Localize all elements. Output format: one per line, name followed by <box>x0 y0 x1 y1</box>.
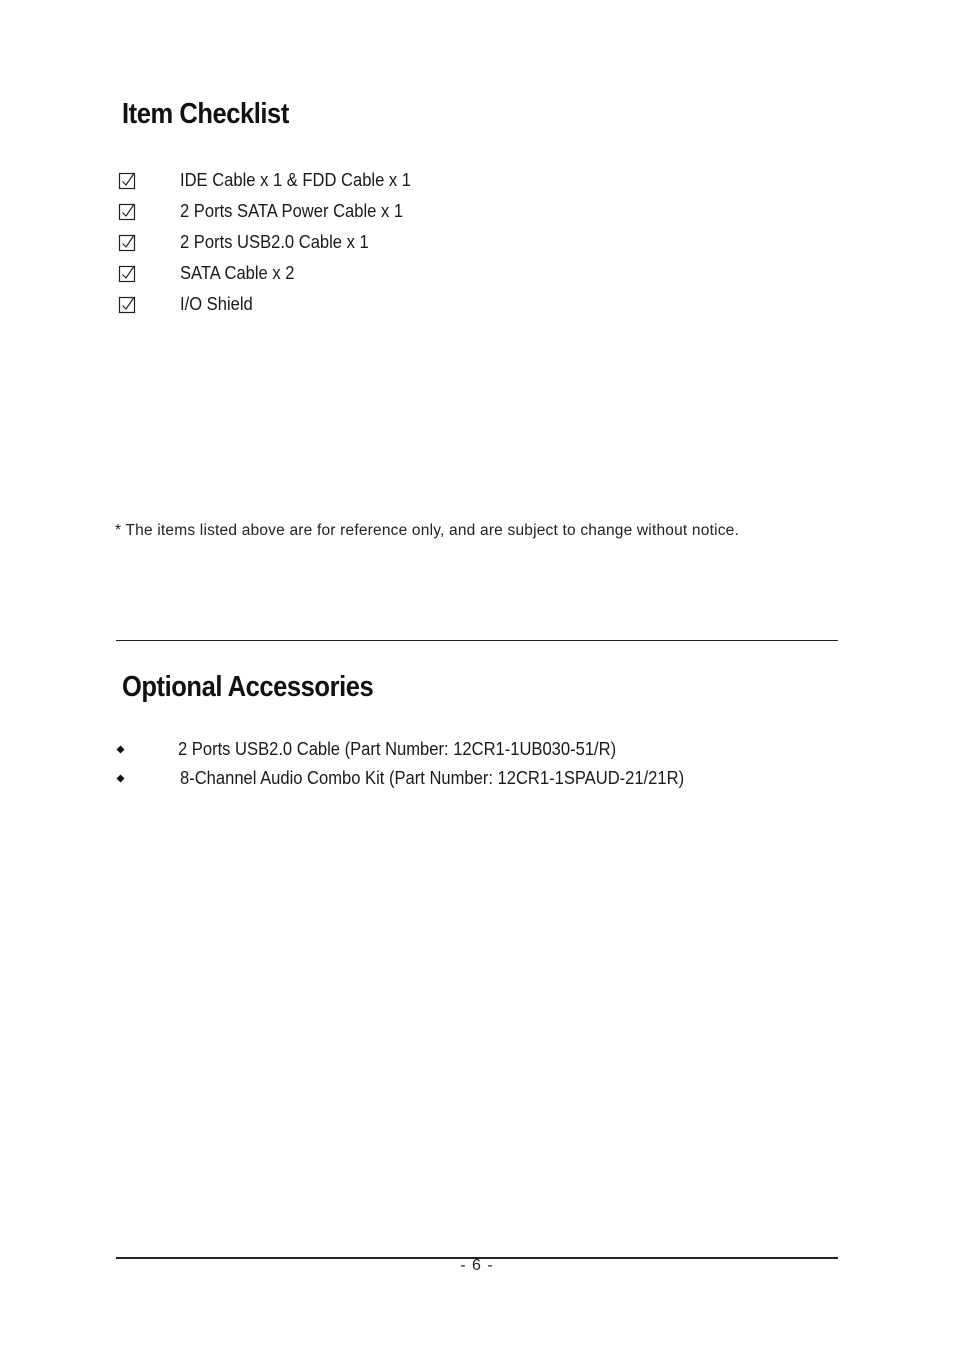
checklist-item <box>118 196 404 227</box>
checked-box-icon <box>118 265 136 283</box>
accessory-label: 8-Channel Audio Combo Kit (Part Number: 12CR1-1SPAUD-21/21R) <box>180 768 685 788</box>
checklist-item <box>118 258 295 289</box>
checklist-item-label: SATA Cable x 2 <box>180 263 295 283</box>
section-title-optional-accessories: Optional Accessories <box>122 671 374 703</box>
list-item <box>116 735 617 764</box>
diamond-bullet-icon <box>116 774 125 783</box>
checklist-item <box>118 289 253 320</box>
checked-box-icon <box>118 234 136 252</box>
checklist-item-label: IDE Cable x 1 & FDD Cable x 1 <box>180 170 412 190</box>
page-number: - 6 - <box>460 1257 494 1274</box>
list-item <box>116 764 685 793</box>
checked-box-icon <box>118 172 136 190</box>
diamond-bullet-icon <box>116 745 125 754</box>
checklist-item <box>118 227 369 258</box>
accessory-label: 2 Ports USB2.0 Cable (Part Number: 12CR1-1UB030-51/R) <box>178 739 617 759</box>
section-title-item-checklist: Item Checklist <box>122 98 289 130</box>
checklist-item-label: 2 Ports USB2.0 Cable x 1 <box>180 232 369 252</box>
optional-accessories-list <box>116 735 685 793</box>
disclaimer-note: * The items listed above are for reference only, and are subject to change without notice. <box>115 522 739 539</box>
checked-box-icon <box>118 296 136 314</box>
checklist-item <box>118 165 412 196</box>
checklist-item-label: I/O Shield <box>180 294 253 314</box>
section-divider <box>116 640 838 641</box>
checked-box-icon <box>118 203 136 221</box>
item-checklist <box>118 165 412 320</box>
checklist-item-label: 2 Ports SATA Power Cable x 1 <box>180 201 404 221</box>
